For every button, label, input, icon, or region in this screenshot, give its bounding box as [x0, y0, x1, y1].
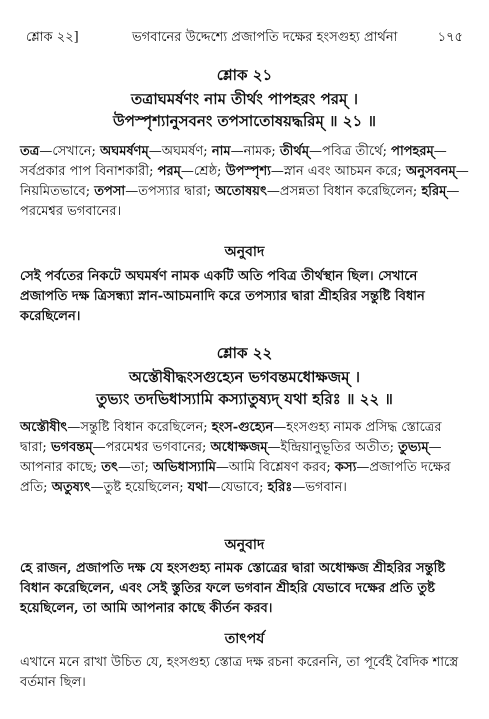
synonym-meaning: আমি বিশ্লেষণ করব; [228, 460, 335, 475]
verse-22-title: শ্লোক ২২ [216, 344, 273, 362]
synonym-term: অধোক্ষজম্ [210, 440, 268, 455]
verse-22-translation-heading: অনুবাদ [224, 537, 265, 553]
synonym-term: তৎ [101, 460, 118, 475]
verse-22-line-1: অস্তৌষীদ্ধংসগুহ্যেন ভগবন্তমধোক্ষজম্ । [128, 368, 361, 386]
synonym-term: অস্তৌষীৎ [20, 420, 68, 435]
synonym-meaning: নামক; [243, 144, 280, 159]
synonym-term: পরম্ [157, 164, 181, 179]
synonym-term: অভিধাস্যামি [153, 460, 216, 475]
synonym-meaning: পবিত্র তীর্থে; [322, 144, 392, 159]
synonym-meaning: তপস্যার দ্বারা; [138, 184, 216, 199]
verse-22-block [20, 344, 469, 410]
verse-21-translation-heading: অনুবাদ [224, 244, 265, 260]
synonym-meaning: তা; [130, 460, 154, 475]
synonym-term: তত্র [20, 144, 40, 159]
synonym-meaning: প্রসন্নতা বিধান করেছিলেন; [279, 184, 422, 199]
synonym-meaning: তুষ্ট হয়েছিলেন; [103, 480, 188, 495]
verse-21-translation: সেই পর্বতের নিকটে অঘমর্ষণ নামক একটি অতি পবিত্র তীর্থস্থান ছিল। সেখানে প্রজাপতি দক্ষ ত্রিসন্ধ্যা স্নান-আচমনাদি করে তপস্যার দ্বারা শ্রীহরির সন্তুষ্টি বিধান করেছিলেন। [20, 269, 425, 324]
synonym-meaning: প্রজাপতি দক্ষের প্রতি; [20, 460, 451, 495]
synonym-term: হরিম্ [421, 184, 447, 199]
synonym-term: তুভ্যম্ [398, 440, 429, 455]
synonym-meaning: সন্তুষ্টি বিধান করেছিলেন; [80, 420, 212, 435]
synonym-meaning: যেভাবে; [220, 480, 268, 495]
synonym-meaning: পরমেশ্বর ভগবানের; [105, 440, 211, 455]
synonym-term: তীর্থম্ [279, 144, 310, 159]
synonym-term: ভগবন্তম্ [50, 440, 93, 455]
synonym-term: পাপহরম্ [391, 144, 434, 159]
verse-21-line-2: উপস্পৃশ্যানুসবনং তপসাতোষয়দ্ধরিম্ ॥ ২১ ॥ [113, 112, 376, 130]
synonym-meaning: আপনার কাছে; [20, 460, 102, 475]
synonym-meaning: নিয়মিতভাবে; [20, 184, 95, 199]
verse-21-line-1: তত্রাঘমর্ষণং নাম তীর্থং পাপহরং পরম্ । [131, 90, 358, 108]
verse-22-synonyms: অস্তৌষীৎ—সন্তুষ্টি বিধান করেছিলেন; হংস-গুহ্যেন—হংসগুহ্য নামক প্রসিদ্ধ স্তোত্রের দ্বারা; ভগবন্তম্—পরমেশ্বর ভগবানের; অধোক্ষজম্—ইন্দ্রিয়ানুভূতির অতীত; তুভ্যম্—আপনার কাছে; তৎ—তা; অভিধাস্যামি—আমি বিশ্লেষণ করব; কস্য—প্রজাপতি দক্ষের প্রতি; অতুষ্যৎ—তুষ্ট হয়েছিলেন; যথা—যেভাবে; হরিঃ—ভগবান। [20, 420, 451, 495]
synonym-meaning: স্নান এবং আচমন করে; [283, 164, 406, 179]
synonym-term: হরিঃ [267, 480, 293, 495]
synonym-term: কস্য [334, 460, 357, 475]
synonym-term: নাম [211, 144, 231, 159]
verse-22-line-2: তুভ্যং তদভিধাস্যামি কস্যাতুষ্যদ্ যথা হরিঃ ॥ ২২ ॥ [96, 390, 393, 408]
synonym-term: অঘমর্ষণম্ [99, 144, 149, 159]
synonym-meaning: ইন্দ্রিয়ানুভূতির অতীত; [280, 440, 399, 455]
synonym-meaning: শ্রেষ্ঠ; [193, 164, 226, 179]
synonym-term: অতোষয়ৎ [215, 184, 267, 199]
verse-22-translation: হে রাজন, প্রজাপতি দক্ষ যে হংসগুহ্য নামক স্তোত্রের দ্বারা অধোক্ষজ শ্রীহরির সন্তুষ্টি বিধান করেছিলেন, এবং সেই স্তুতির ফলে ভগবান শ্রীহরি যেভাবে দক্ষের প্রতি তুষ্ট হয়েছিলেন, তা আমি আপনার কাছে কীর্তন করব। [20, 561, 446, 616]
header-verse-ref: শ্লোক ২২] [26, 30, 79, 45]
synonym-meaning: পরমেশ্বর ভগবানের। [20, 204, 122, 219]
synonym-term: হংস-গুহ্যেন [211, 420, 274, 435]
synonym-meaning: সেখানে; [52, 144, 100, 159]
synonym-term: অতুষ্যৎ [51, 480, 91, 495]
synonym-meaning: ভগবান। [305, 480, 347, 495]
purport-heading: তাৎপর্য [224, 631, 265, 647]
page-number: ১৭৫ [437, 30, 463, 45]
verse-21-title: শ্লোক ২১ [216, 66, 273, 84]
synonym-meaning: অঘমর্ষণ; [161, 144, 212, 159]
synonym-meaning: সর্বপ্রকার পাপ বিনাশকারী; [20, 164, 158, 179]
verse-21-block [20, 66, 469, 132]
synonym-term: উপস্পৃশ্য [225, 164, 271, 179]
synonym-term: তপসা [94, 184, 126, 199]
synonym-meaning: হংসগুহ্য নামক প্রসিদ্ধ স্তোত্রের দ্বারা; [20, 420, 442, 455]
verse-21-synonyms: তত্র—সেখানে; অঘমর্ষণম্—অঘমর্ষণ; নাম—নামক; তীর্থম্—পবিত্র তীর্থে; পাপহরম্—সর্বপ্রকার পাপ বিনাশকারী; পরম্—শ্রেষ্ঠ; উপস্পৃশ্য—স্নান এবং আচমন করে; অনুসবনম্—নিয়মিতভাবে; তপসা—তপস্যার দ্বারা; অতোষয়ৎ—প্রসন্নতা বিধান করেছিলেন; হরিম্—পরমেশ্বর ভগবানের। [20, 144, 469, 219]
synonym-term: অনুসবনম্ [405, 164, 456, 179]
purport-text: এখানে মনে রাখা উচিত যে, হংসগুহ্য স্তোত্র দক্ষ রচনা করেননি, তা পূর্বেই বৈদিক শাস্ত্রে বর্তমান ছিল। [20, 655, 459, 690]
header-chapter-title: ভগবানের উদ্দেশ্যে প্রজাপতি দক্ষের হংসগুহ্য প্রার্থনা [132, 30, 398, 45]
synonym-term: যথা [187, 480, 208, 495]
